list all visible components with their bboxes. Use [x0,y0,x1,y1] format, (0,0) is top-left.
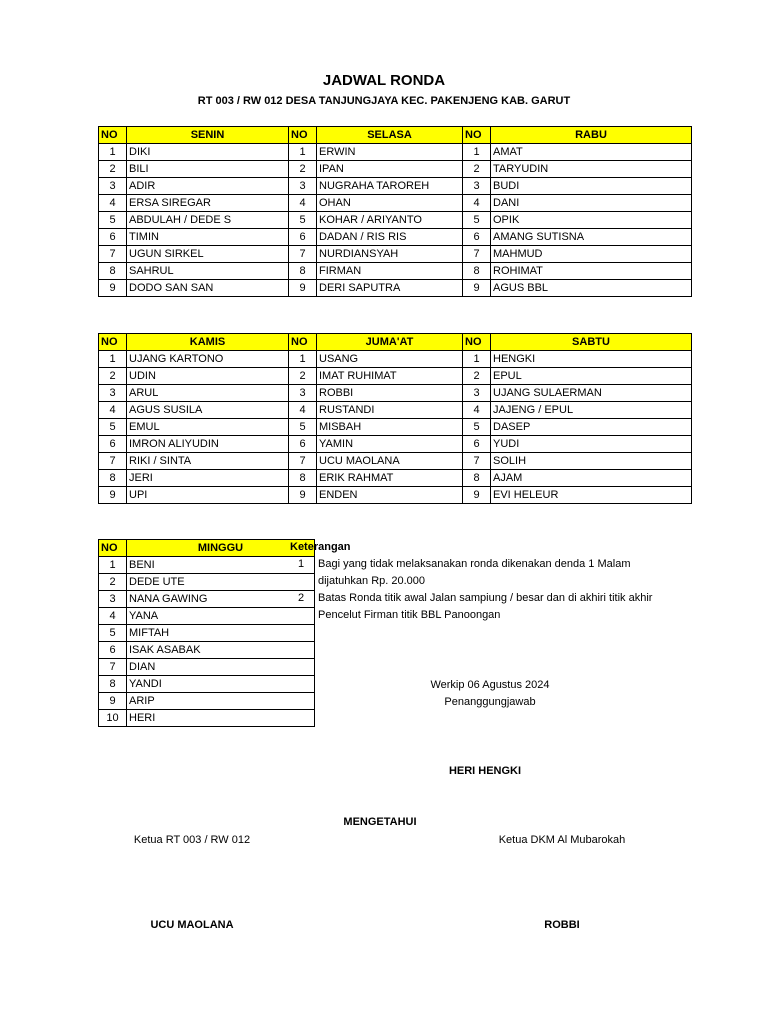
responsible-label: Penanggungjawab [444,696,536,708]
row-number: 9 [463,487,491,504]
table-header-row [463,127,692,144]
member-name: BILI [127,161,289,178]
member-name: OHAN [317,195,463,212]
row-number: 2 [289,161,317,178]
member-name: DERI SAPUTRA [317,280,463,297]
member-name: NURDIANSYAH [317,246,463,263]
table-row [463,195,692,212]
table-row [99,487,289,504]
table-row [289,402,463,419]
row-number: 3 [99,591,127,608]
member-name: AMANG SUTISNA [491,229,692,246]
row-number: 8 [289,470,317,487]
row-number: 2 [289,368,317,385]
member-name: ABDULAH / DEDE S [127,212,289,229]
row-number: 7 [289,246,317,263]
no-column-header: NO [463,334,491,351]
table-row [99,161,289,178]
member-name: BENI [127,557,315,574]
row-number: 7 [463,453,491,470]
row-number: 3 [463,385,491,402]
table-row [289,419,463,436]
table-row [289,212,463,229]
keterangan-title: Keterangan [290,541,351,553]
day-column-header: SABTU [491,334,692,351]
table-row [99,178,289,195]
table-row [99,246,289,263]
table-row [99,676,315,693]
right-signatory-role: Ketua DKM Al Mubarokah [498,834,626,846]
row-number: 5 [99,419,127,436]
member-name: ARUL [127,385,289,402]
member-name: DODO SAN SAN [127,280,289,297]
table-row [289,195,463,212]
table-row [99,436,289,453]
table-row [463,470,692,487]
schedule-table [288,126,463,297]
mengetahui-label: MENGETAHUI [343,816,417,828]
table-row [463,351,692,368]
table-header-row [99,540,315,557]
table-row [289,144,463,161]
day-column-header: JUMA'AT [317,334,463,351]
left-signatory-role: Ketua RT 003 / RW 012 [133,834,251,846]
row-number: 9 [99,487,127,504]
table-row [289,470,463,487]
row-number: 4 [99,402,127,419]
table-row [289,263,463,280]
member-name: NUGRAHA TAROREH [317,178,463,195]
table-header-row [289,334,463,351]
member-name: MAHMUD [491,246,692,263]
row-number: 3 [99,385,127,402]
member-name: DIKI [127,144,289,161]
table-row [99,351,289,368]
table-row [463,246,692,263]
table-row [99,402,289,419]
table-row [463,280,692,297]
member-name: NANA GAWING [127,591,315,608]
row-number: 7 [289,453,317,470]
table-row [463,487,692,504]
table-row [289,178,463,195]
row-number: 9 [289,280,317,297]
row-number: 5 [99,625,127,642]
row-number: 9 [99,693,127,710]
member-name: MISBAH [317,419,463,436]
member-name: HERI [127,710,315,727]
row-number: 7 [463,246,491,263]
page-subtitle: RT 003 / RW 012 DESA TANJUNGJAYA KEC. PAKENJENG KAB. GARUT [197,95,571,107]
table-header-row [99,334,289,351]
row-number: 4 [463,195,491,212]
day-column-header: SENIN [127,127,289,144]
row-number: 8 [99,676,127,693]
day-column-header: KAMIS [127,334,289,351]
table-row [463,144,692,161]
right-signatory-name: ROBBI [544,919,580,931]
member-name: AMAT [491,144,692,161]
member-name: ROHIMAT [491,263,692,280]
table-row [99,608,315,625]
member-name: ROBBI [317,385,463,402]
table-row [463,436,692,453]
responsible-name: HERI HENGKI [448,765,522,777]
table-row [99,693,315,710]
row-number: 4 [99,608,127,625]
member-name: ADIR [127,178,289,195]
member-name: TARYUDIN [491,161,692,178]
member-name: SOLIH [491,453,692,470]
row-number: 2 [463,368,491,385]
table-row [463,368,692,385]
table-row [463,212,692,229]
table-row [99,144,289,161]
member-name: DIAN [127,659,315,676]
row-number: 8 [99,470,127,487]
table-row [99,229,289,246]
row-number: 2 [99,368,127,385]
member-name: EVI HELEUR [491,487,692,504]
table-row [99,625,315,642]
member-name: AJAM [491,470,692,487]
keterangan-item-text: Batas Ronda titik awal Jalan sampiung / besar dan di akhiri titik akhir Pencelut Firman titik BBL Panoongan [318,592,653,621]
row-number: 9 [99,280,127,297]
table-row [99,385,289,402]
row-number: 6 [463,229,491,246]
table-row [99,642,315,659]
table-header-row [289,127,463,144]
member-name: OPIK [491,212,692,229]
member-name: RUSTANDI [317,402,463,419]
table-row [463,263,692,280]
schedule-table [98,539,315,727]
member-name: IMRON ALIYUDIN [127,436,289,453]
schedule-table [98,333,289,504]
member-name: ARIP [127,693,315,710]
row-number: 4 [289,402,317,419]
table-row [289,246,463,263]
member-name: DEDE UTE [127,574,315,591]
schedule-table [462,126,692,297]
table-row [99,470,289,487]
member-name: UPI [127,487,289,504]
no-column-header: NO [289,334,317,351]
left-signatory-name: UCU MAOLANA [150,919,234,931]
table-row [99,263,289,280]
table-row [289,351,463,368]
row-number: 7 [99,453,127,470]
row-number: 9 [463,280,491,297]
schedule-table [462,333,692,504]
member-name: DASEP [491,419,692,436]
member-name: DADAN / RIS RIS [317,229,463,246]
table-row [463,178,692,195]
row-number: 3 [99,178,127,195]
day-column-header: MINGGU [127,540,315,557]
keterangan-item-text: Bagi yang tidak melaksanakan ronda dikenakan denda 1 Malam dijatuhkan Rp. 20.000 [318,558,631,587]
table-row [289,436,463,453]
table-row [463,402,692,419]
row-number: 4 [289,195,317,212]
table-row [463,453,692,470]
table-row [289,280,463,297]
member-name: YANA [127,608,315,625]
row-number: 6 [463,436,491,453]
member-name: IPAN [317,161,463,178]
table-row [289,487,463,504]
keterangan-item-number: 1 [298,558,305,570]
table-row [99,195,289,212]
table-row [99,453,289,470]
member-name: AGUS SUSILA [127,402,289,419]
table-row [289,229,463,246]
row-number: 6 [99,436,127,453]
member-name: AGUS BBL [491,280,692,297]
table-row [99,557,315,574]
member-name: JAJENG / EPUL [491,402,692,419]
no-column-header: NO [99,540,127,557]
member-name: UGUN SIRKEL [127,246,289,263]
row-number: 8 [463,470,491,487]
member-name: DANI [491,195,692,212]
schedule-table [288,333,463,504]
member-name: EPUL [491,368,692,385]
row-number: 3 [463,178,491,195]
no-column-header: NO [99,334,127,351]
row-number: 7 [99,659,127,676]
row-number: 4 [99,195,127,212]
row-number: 6 [99,229,127,246]
row-number: 8 [289,263,317,280]
row-number: 1 [99,351,127,368]
member-name: UCU MAOLANA [317,453,463,470]
day-column-header: RABU [491,127,692,144]
table-row [99,710,315,727]
row-number: 6 [289,436,317,453]
member-name: TIMIN [127,229,289,246]
row-number: 3 [289,178,317,195]
table-row [99,419,289,436]
row-number: 5 [289,419,317,436]
page-title: JADWAL RONDA [322,72,446,89]
table-header-row [463,334,692,351]
member-name: RIKI / SINTA [127,453,289,470]
member-name: EMUL [127,419,289,436]
no-column-header: NO [99,127,127,144]
row-number: 3 [289,385,317,402]
member-name: HENGKI [491,351,692,368]
row-number: 2 [463,161,491,178]
member-name: ERSA SIREGAR [127,195,289,212]
place-date: Werkip 06 Agustus 2024 [430,679,550,691]
table-header-row [99,127,289,144]
no-column-header: NO [289,127,317,144]
member-name: ENDEN [317,487,463,504]
table-row [289,368,463,385]
member-name: MIFTAH [127,625,315,642]
member-name: ERIK RAHMAT [317,470,463,487]
table-row [99,574,315,591]
table-row [463,385,692,402]
row-number: 9 [289,487,317,504]
row-number: 1 [463,144,491,161]
day-column-header: SELASA [317,127,463,144]
table-row [99,659,315,676]
table-row [99,368,289,385]
table-row [99,280,289,297]
member-name: IMAT RUHIMAT [317,368,463,385]
row-number: 8 [99,263,127,280]
row-number: 8 [463,263,491,280]
row-number: 1 [289,144,317,161]
row-number: 5 [99,212,127,229]
no-column-header: NO [463,127,491,144]
keterangan-item-number: 2 [298,592,305,604]
member-name: FIRMAN [317,263,463,280]
row-number: 2 [99,161,127,178]
member-name: USANG [317,351,463,368]
row-number: 5 [463,212,491,229]
row-number: 1 [99,144,127,161]
member-name: YANDI [127,676,315,693]
row-number: 1 [463,351,491,368]
table-row [463,419,692,436]
table-row [99,212,289,229]
table-row [289,161,463,178]
member-name: UJANG KARTONO [127,351,289,368]
table-row [463,161,692,178]
member-name: UJANG SULAERMAN [491,385,692,402]
table-row [289,453,463,470]
member-name: JERI [127,470,289,487]
table-row [463,229,692,246]
schedule-table [98,126,289,297]
row-number: 1 [289,351,317,368]
member-name: ISAK ASABAK [127,642,315,659]
member-name: KOHAR / ARIYANTO [317,212,463,229]
row-number: 2 [99,574,127,591]
row-number: 5 [289,212,317,229]
table-row [99,591,315,608]
row-number: 6 [289,229,317,246]
row-number: 5 [463,419,491,436]
member-name: ERWIN [317,144,463,161]
row-number: 1 [99,557,127,574]
member-name: BUDI [491,178,692,195]
member-name: YUDI [491,436,692,453]
member-name: YAMIN [317,436,463,453]
row-number: 10 [99,710,127,727]
member-name: UDIN [127,368,289,385]
row-number: 4 [463,402,491,419]
row-number: 6 [99,642,127,659]
row-number: 7 [99,246,127,263]
table-row [289,385,463,402]
member-name: SAHRUL [127,263,289,280]
